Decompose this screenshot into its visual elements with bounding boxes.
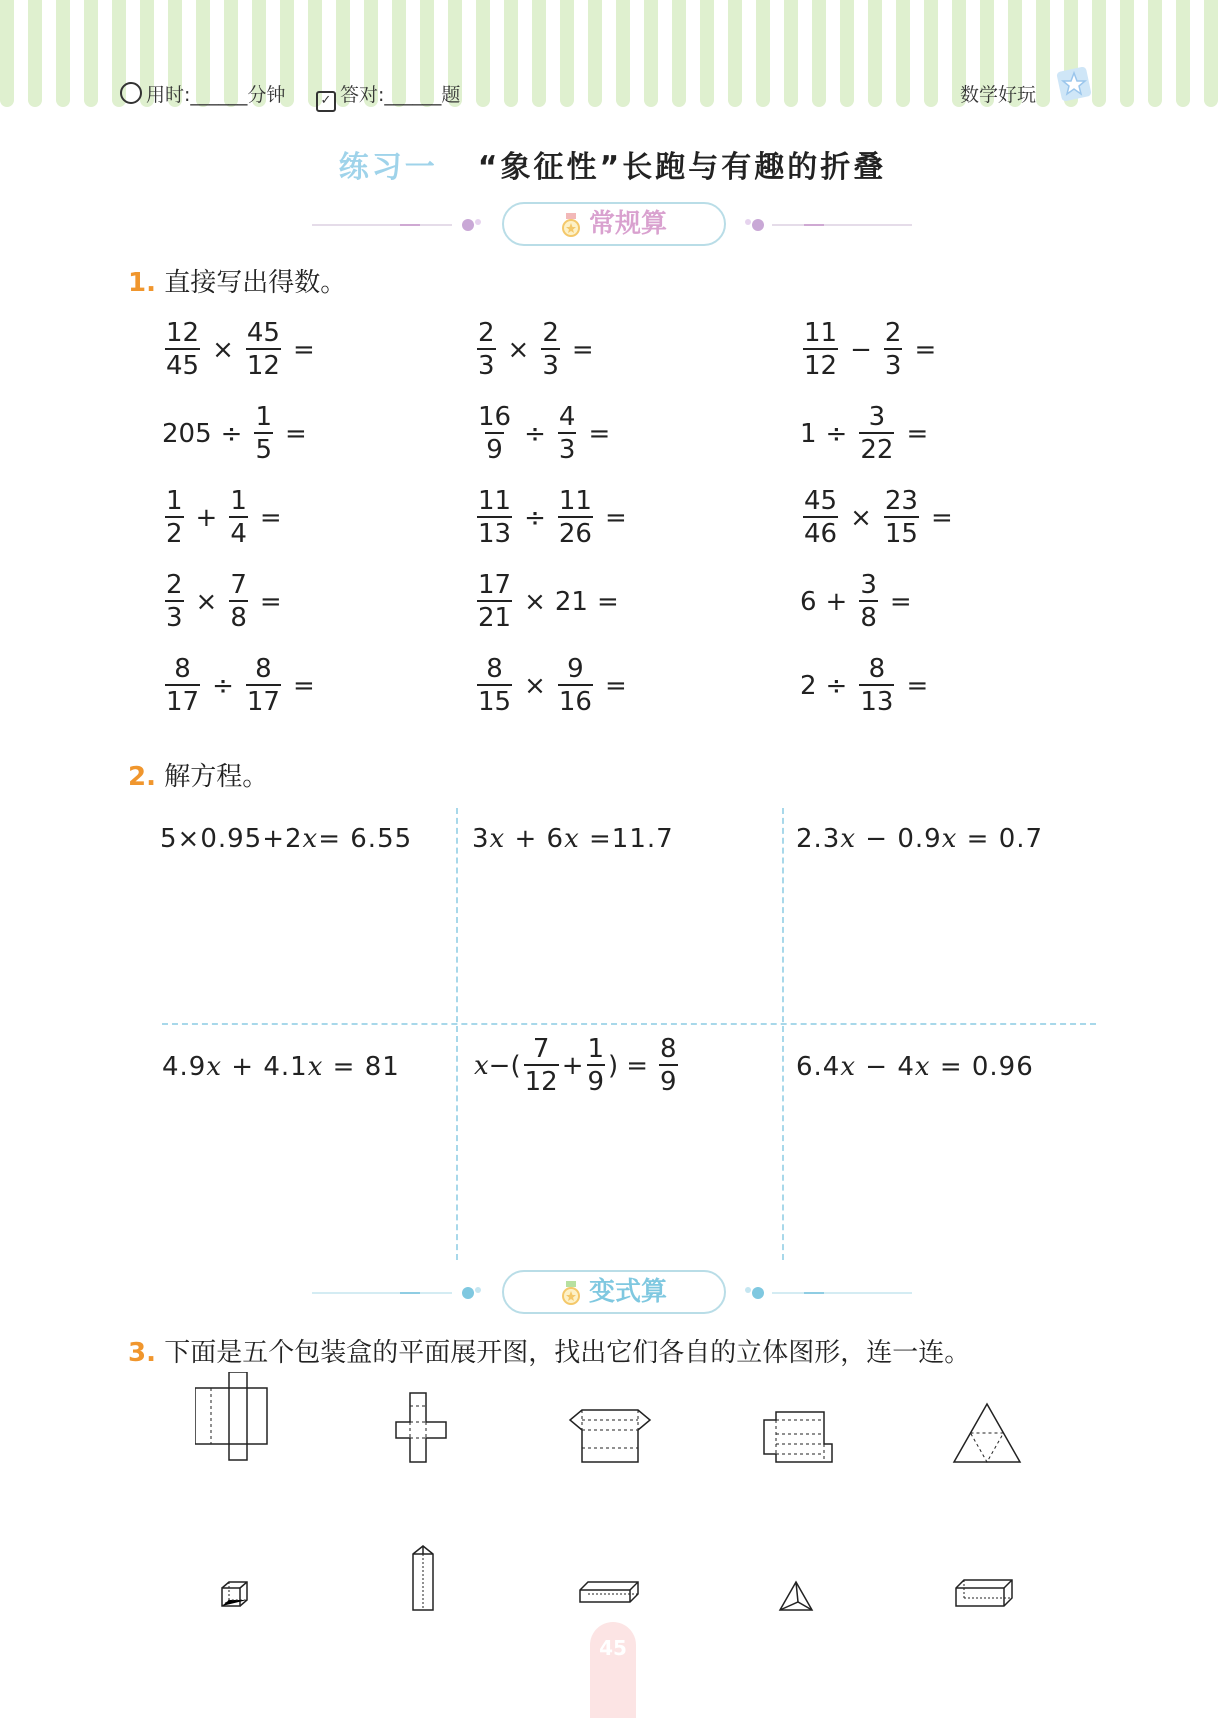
stripe-cap xyxy=(840,93,854,107)
calc-item xyxy=(474,572,628,631)
stripe-cap xyxy=(924,93,938,107)
fraction: $\frac{17}{21}$ xyxy=(478,570,512,633)
fraction: $\frac{16}{9}$ xyxy=(478,402,512,465)
calc-item xyxy=(800,404,937,463)
calc-item xyxy=(474,488,636,547)
stripe xyxy=(644,0,658,100)
stripe xyxy=(784,0,798,100)
number: 1 xyxy=(800,418,817,449)
calc-item xyxy=(800,488,962,547)
calc-item xyxy=(162,656,324,715)
stripe-cap xyxy=(1092,93,1106,107)
stripe xyxy=(1036,0,1050,100)
calc-item xyxy=(474,320,603,379)
question-3: 3. 下面是五个包装盒的平面展开图，找出它们各自的立体图形，连一连。 xyxy=(128,1338,971,1368)
net-diagram-3 xyxy=(568,1408,652,1464)
operator: × xyxy=(212,334,234,365)
fraction: $\frac{11}{13}$ xyxy=(478,486,512,549)
stripe-cap xyxy=(28,93,42,107)
equals-sign: = xyxy=(906,670,929,701)
section-label-variant: 变式算 xyxy=(502,1270,726,1314)
stripe xyxy=(700,0,714,100)
calc-item xyxy=(162,320,324,379)
brand-label: 数学好玩 xyxy=(960,84,1037,106)
equals-sign: = xyxy=(889,586,912,617)
fraction: $\frac{3}{22}$ xyxy=(860,402,894,465)
fraction: $\frac{2}{3}$ xyxy=(166,570,183,633)
stripe xyxy=(896,0,910,100)
number: 6 xyxy=(800,586,817,617)
fraction: $\frac{45}{12}$ xyxy=(246,318,280,381)
equals-sign: = xyxy=(930,502,953,533)
calc-item xyxy=(162,572,291,631)
operator: ÷ xyxy=(825,418,848,449)
equals-sign: = xyxy=(292,334,315,365)
question-2: 2. 解方程。 xyxy=(128,762,269,792)
stripe xyxy=(560,0,574,100)
stripe-cap xyxy=(1176,93,1190,107)
stripe xyxy=(56,0,70,100)
stripe-cap xyxy=(868,93,882,107)
stripe xyxy=(616,0,630,100)
operator: × xyxy=(524,670,546,701)
number: 205 xyxy=(162,418,212,449)
solid-tetrahedron xyxy=(778,1580,814,1612)
stripe xyxy=(812,0,826,100)
stripe-cap xyxy=(784,93,798,107)
calc-item xyxy=(162,488,291,547)
fraction: $\frac{12}{45}$ xyxy=(166,318,200,381)
stripe xyxy=(1092,0,1106,100)
operator: × xyxy=(524,586,546,617)
stripe-cap xyxy=(1036,93,1050,107)
grid-divider xyxy=(456,808,458,1260)
stripe xyxy=(728,0,742,100)
calc-item xyxy=(162,404,316,463)
equals-sign: = xyxy=(914,334,937,365)
equals-sign: = xyxy=(604,502,627,533)
operator: × xyxy=(850,502,872,533)
number: 2 xyxy=(800,670,817,701)
equation-1: 5×0.95+2x= 6.55 xyxy=(160,824,413,854)
fraction: $\frac{11}{26}$ xyxy=(558,486,592,549)
fraction: $\frac{9}{16}$ xyxy=(558,654,592,717)
stripe xyxy=(84,0,98,100)
stripe xyxy=(868,0,882,100)
equals-sign: = xyxy=(596,586,619,617)
stripe xyxy=(28,0,42,100)
stripe-cap xyxy=(1204,93,1218,107)
equals-sign: = xyxy=(259,586,282,617)
clock-icon xyxy=(120,82,142,104)
fraction: $\frac{8}{13}$ xyxy=(860,654,894,717)
equation-5: x −( $\frac{7}{12}$ + $\frac{1}{9}$ ) = $\frac{8}{9}$ xyxy=(474,1034,677,1097)
exercise-title: “象征性”长跑与有趣的折叠 xyxy=(477,150,887,185)
fraction: $\frac{2}{3}$ xyxy=(542,318,559,381)
stripe xyxy=(1176,0,1190,100)
number: 21 xyxy=(554,586,588,617)
stripe xyxy=(672,0,686,100)
medal-icon xyxy=(561,1281,581,1305)
fraction: $\frac{1}{2}$ xyxy=(166,486,183,549)
fraction: $\frac{1}{5}$ xyxy=(255,402,272,465)
operator: ÷ xyxy=(524,502,546,533)
calc-item xyxy=(800,656,937,715)
question-1: 1. 直接写出得数。 xyxy=(128,268,347,298)
stripe-cap xyxy=(616,93,630,107)
section-label-regular: 常规算 xyxy=(502,202,726,246)
stripe-cap xyxy=(476,93,490,107)
page-number: 45 xyxy=(590,1622,636,1718)
equals-sign: = xyxy=(588,418,611,449)
fraction: $\frac{45}{46}$ xyxy=(804,486,838,549)
stripe-cap xyxy=(532,93,546,107)
stripe-cap xyxy=(728,93,742,107)
calc-item xyxy=(800,320,945,379)
correct-count-field: ✓ 答对:______题 xyxy=(316,80,460,112)
equation-3: 2.3x − 0.9x = 0.7 xyxy=(796,824,1044,854)
operator: ÷ xyxy=(524,418,546,449)
solid-tall-prism xyxy=(410,1544,436,1614)
stripe xyxy=(840,0,854,100)
solid-cube xyxy=(220,1580,250,1608)
net-diagram-2 xyxy=(394,1392,450,1464)
stripe-cap xyxy=(672,93,686,107)
stripe-cap xyxy=(0,93,14,107)
stripe xyxy=(756,0,770,100)
net-diagram-4 xyxy=(762,1410,834,1464)
equation-6: 6.4x − 4x = 0.96 xyxy=(796,1052,1034,1082)
stripe-cap xyxy=(700,93,714,107)
operator: + xyxy=(825,586,848,617)
stripe-cap xyxy=(84,93,98,107)
fraction: $\frac{11}{12}$ xyxy=(804,318,838,381)
fraction: $\frac{2}{3}$ xyxy=(478,318,495,381)
calc-item xyxy=(800,572,921,631)
stripe-cap xyxy=(756,93,770,107)
equals-sign: = xyxy=(906,418,929,449)
stripe xyxy=(0,0,14,100)
fraction: $\frac{8}{17}$ xyxy=(166,654,200,717)
operator: + xyxy=(195,502,218,533)
stripe xyxy=(1148,0,1162,100)
equals-sign: = xyxy=(604,670,627,701)
stripe-cap xyxy=(560,93,574,107)
fraction: $\frac{4}{3}$ xyxy=(558,402,576,465)
stripe-cap xyxy=(588,93,602,107)
stripe-cap xyxy=(504,93,518,107)
calc-item xyxy=(474,404,619,463)
stripe-cap xyxy=(812,93,826,107)
operator: − xyxy=(850,334,872,365)
equation-4: 4.9x + 4.1x = 81 xyxy=(162,1052,400,1082)
stripe-cap xyxy=(896,93,910,107)
stripe xyxy=(504,0,518,100)
equation-2: 3x + 6x =11.7 xyxy=(472,824,674,854)
equals-sign: = xyxy=(292,670,315,701)
equals-sign: = xyxy=(259,502,282,533)
exercise-number: 练习一 xyxy=(338,150,438,185)
equals-sign: = xyxy=(284,418,307,449)
timer-field: 用时:______分钟 xyxy=(120,80,285,107)
grid-divider xyxy=(162,1023,1096,1025)
fraction: $\frac{8}{17}$ xyxy=(246,654,280,717)
operator: × xyxy=(507,334,530,365)
medal-icon xyxy=(561,213,581,237)
stripe xyxy=(476,0,490,100)
fraction: $\frac{3}{8}$ xyxy=(860,570,877,633)
net-diagram-5 xyxy=(952,1402,1022,1464)
star-icon xyxy=(1056,66,1092,102)
check-icon: ✓ xyxy=(316,91,336,112)
operator: ÷ xyxy=(212,670,234,701)
operator: ÷ xyxy=(825,670,848,701)
fraction: $\frac{8}{15}$ xyxy=(478,654,512,717)
solid-box xyxy=(954,1578,1014,1608)
solid-flat-prism xyxy=(578,1580,640,1604)
page-title xyxy=(0,142,1225,186)
stripe-cap xyxy=(1148,93,1162,107)
calc-item xyxy=(474,656,636,715)
fraction: $\frac{1}{4}$ xyxy=(230,486,247,549)
stripe xyxy=(1120,0,1134,100)
equals-sign: = xyxy=(571,334,594,365)
stripe xyxy=(924,0,938,100)
stripe xyxy=(1204,0,1218,100)
stripe xyxy=(588,0,602,100)
operator: ÷ xyxy=(220,418,243,449)
stripe-cap xyxy=(56,93,70,107)
fraction: $\frac{23}{15}$ xyxy=(884,486,918,549)
stripe xyxy=(532,0,546,100)
net-diagram-1 xyxy=(195,1372,269,1462)
stripe-cap xyxy=(1120,93,1134,107)
fraction: $\frac{2}{3}$ xyxy=(884,318,902,381)
fraction: $\frac{7}{8}$ xyxy=(230,570,247,633)
grid-divider xyxy=(782,808,784,1260)
stripe-cap xyxy=(644,93,658,107)
operator: × xyxy=(195,586,218,617)
